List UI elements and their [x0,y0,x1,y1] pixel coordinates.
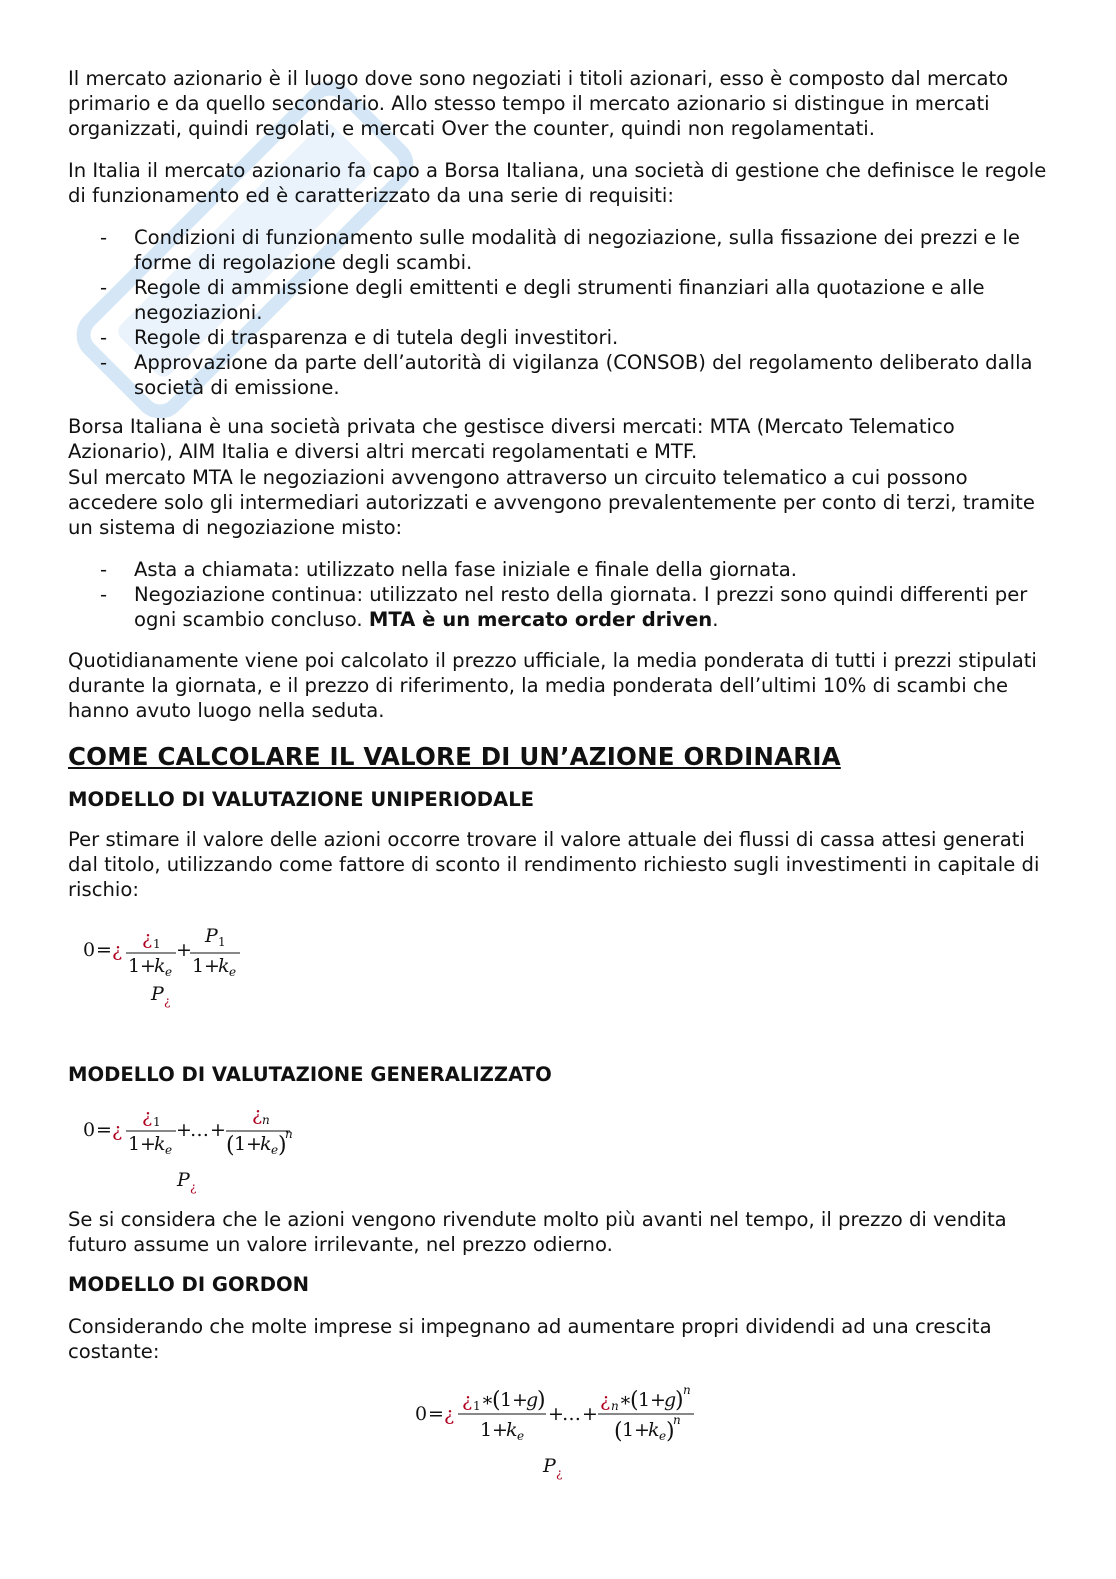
svg-text:P: P [151,983,164,1005]
svg-text:+: + [548,1403,564,1425]
svg-text:k: k [648,1419,660,1441]
svg-text:P: P [205,925,218,947]
svg-text:=: = [96,1119,112,1141]
svg-text:k: k [154,955,166,977]
svg-text:(: ( [492,1388,501,1413]
svg-text:): ) [675,1388,684,1413]
svg-text:g: g [526,1389,539,1411]
svg-text:0: 0 [83,939,96,961]
svg-text:=: = [96,939,112,961]
svg-text:¿: ¿ [252,1103,263,1125]
formula-generalizzato [80,1100,310,1200]
svg-text:n: n [611,1399,619,1413]
sistema-list [68,557,1053,632]
svg-text:1: 1 [153,1115,161,1129]
svg-text:): ) [666,1419,675,1444]
svg-text:1: 1 [638,1389,651,1411]
svg-text:∗: ∗ [619,1389,632,1411]
svg-text:1: 1 [473,1399,481,1413]
svg-text:1: 1 [128,1133,141,1155]
svg-text:¿: ¿ [190,1180,197,1194]
svg-text:e: e [517,1429,525,1443]
svg-text:+: + [140,1133,156,1155]
svg-text:¿: ¿ [444,1403,455,1425]
svg-text:+: + [634,1419,650,1441]
svg-text:+: + [246,1133,262,1155]
list-item: - Regole di ammissione degli emittenti e degli strumenti finanziari alla quotazione e alle negoziazioni. [100,276,985,324]
borsa-paragraph-2: Sul mercato MTA le negoziazioni avvengono attraverso un circuito telematico a cui possono accedere solo gli intermediari autorizzati e avvengono prevalentemente per conto di terzi, tramite un sistema di negoziazione misto: [68,466,1035,539]
svg-text:e: e [165,965,173,979]
svg-text:+: + [582,1403,598,1425]
svg-text:1: 1 [128,955,141,977]
svg-text:¿: ¿ [600,1389,611,1411]
generalizzato-title: MODELLO DI VALUTAZIONE GENERALIZZATO [68,1063,552,1086]
svg-text:(: ( [630,1388,639,1413]
svg-text:P: P [177,1169,190,1191]
svg-text:+: + [650,1389,666,1411]
list-item: - Condizioni di funzionamento sulle modalità di negoziazione, sulla fissazione dei prezzi e le forme di regolazione degli scambi. [100,226,1020,274]
formula-uniperiodale [80,920,280,1015]
svg-text:1: 1 [153,937,161,951]
svg-text:P: P [543,1455,556,1477]
bold-statement: MTA è un mercato order driven [368,608,713,631]
svg-text:n: n [673,1413,681,1427]
generalizzato-paragraph: Se si considera che le azioni vengono rivendute molto più avanti nel tempo, il prezzo di vendita futuro assume un valore irrilevante, nel prezzo odierno. [68,1208,1007,1256]
svg-text:¿: ¿ [112,1119,123,1141]
svg-text:¿: ¿ [462,1389,473,1411]
svg-text:): ) [278,1133,287,1158]
svg-text:n: n [285,1127,293,1141]
svg-text:e: e [659,1429,667,1443]
svg-text:k: k [506,1419,518,1441]
intro-paragraph-1: Il mercato azionario è il luogo dove sono negoziati i titoli azionari, esso è composto dal mercato primario e da quello secondario. Allo stesso tempo il mercato azionario si distingue in mercati organizzati, quindi regolati, e mercati Over the counter, quindi non regolamentati. [68,67,1009,140]
svg-text:¿: ¿ [556,1466,563,1480]
section-title: COME CALCOLARE IL VALORE DI UN’AZIONE ORDINARIA [68,742,841,771]
svg-text:k: k [154,1133,166,1155]
svg-text:+: + [204,955,220,977]
list-item: - Approvazione da parte dell’autorità di vigilanza (CONSOB) del regolamento deliberato dalla società di emissione. [100,351,1033,399]
gordon-paragraph: Considerando che molte imprese si impegnano ad aumentare propri dividendi ad una crescita costante: [68,1315,992,1363]
svg-text:n: n [262,1113,270,1127]
svg-text:¿: ¿ [142,927,153,949]
svg-text:+: + [492,1419,508,1441]
svg-text:e: e [229,965,237,979]
list-item: - Regole di trasparenza e di tutela degli investitori. [100,326,619,349]
requisiti-list [68,225,1053,400]
list-item: - Negoziazione continua: utilizzato nel resto della giornata. I prezzi sono quindi differenti per ogni scambio concluso. MTA è un mercato order driven. [100,583,1028,631]
formula-gordon [412,1380,712,1485]
svg-text:(: ( [614,1419,623,1444]
svg-text:1: 1 [480,1419,493,1441]
svg-text:…: … [190,1119,209,1141]
svg-text:e: e [165,1143,173,1157]
svg-text:1: 1 [218,935,226,949]
uniperiodale-title: MODELLO DI VALUTAZIONE UNIPERIODALE [68,788,535,811]
svg-text:): ) [537,1388,546,1413]
svg-text:k: k [260,1133,272,1155]
svg-text:k: k [218,955,230,977]
list-item: - Asta a chiamata: utilizzato nella fase iniziale e finale della giornata. [100,558,798,581]
svg-text:…: … [562,1403,581,1425]
svg-text:1: 1 [622,1419,635,1441]
svg-text:(: ( [226,1133,235,1158]
svg-text:1: 1 [234,1133,247,1155]
svg-text:+: + [176,939,192,961]
prezzi-paragraph: Quotidianamente viene poi calcolato il prezzo ufficiale, la media ponderata di tutti i prezzi stipulati durante la giornata, e il prezzo di riferimento, la media ponderata dell’ultimi 10% di scambi che hanno avuto luogo nella seduta. [68,649,1037,722]
svg-text:g: g [664,1389,677,1411]
svg-text:e: e [271,1143,279,1157]
svg-text:+: + [176,1119,192,1141]
intro-paragraph-2: In Italia il mercato azionario fa capo a Borsa Italiana, una società di gestione che definisce le regole di funzionamento ed è caratterizzato da una serie di requisiti: [68,159,1047,207]
svg-text:0: 0 [83,1119,96,1141]
svg-text:¿: ¿ [164,994,171,1008]
svg-text:=: = [428,1403,444,1425]
svg-text:1: 1 [192,955,205,977]
svg-text:¿: ¿ [142,1105,153,1127]
svg-text:+: + [512,1389,528,1411]
borsa-paragraph-1: Borsa Italiana è una società privata che gestisce diversi mercati: MTA (Mercato Telematico Azionario), AIM Italia e diversi altri mercati regolamentati e MTF. [68,415,955,463]
gordon-title: MODELLO DI GORDON [68,1273,310,1296]
svg-text:¿: ¿ [112,939,123,961]
svg-text:+: + [210,1119,226,1141]
svg-text:∗: ∗ [481,1389,494,1411]
svg-text:0: 0 [415,1403,428,1425]
uniperiodale-paragraph: Per stimare il valore delle azioni occorre trovare il valore attuale dei flussi di cassa attesi generati dal titolo, utilizzando come fattore di sconto il rendimento richiesto sugli investimenti in capitale di rischio: [68,828,1040,901]
svg-text:n: n [683,1383,691,1397]
svg-text:1: 1 [500,1389,513,1411]
svg-text:+: + [140,955,156,977]
